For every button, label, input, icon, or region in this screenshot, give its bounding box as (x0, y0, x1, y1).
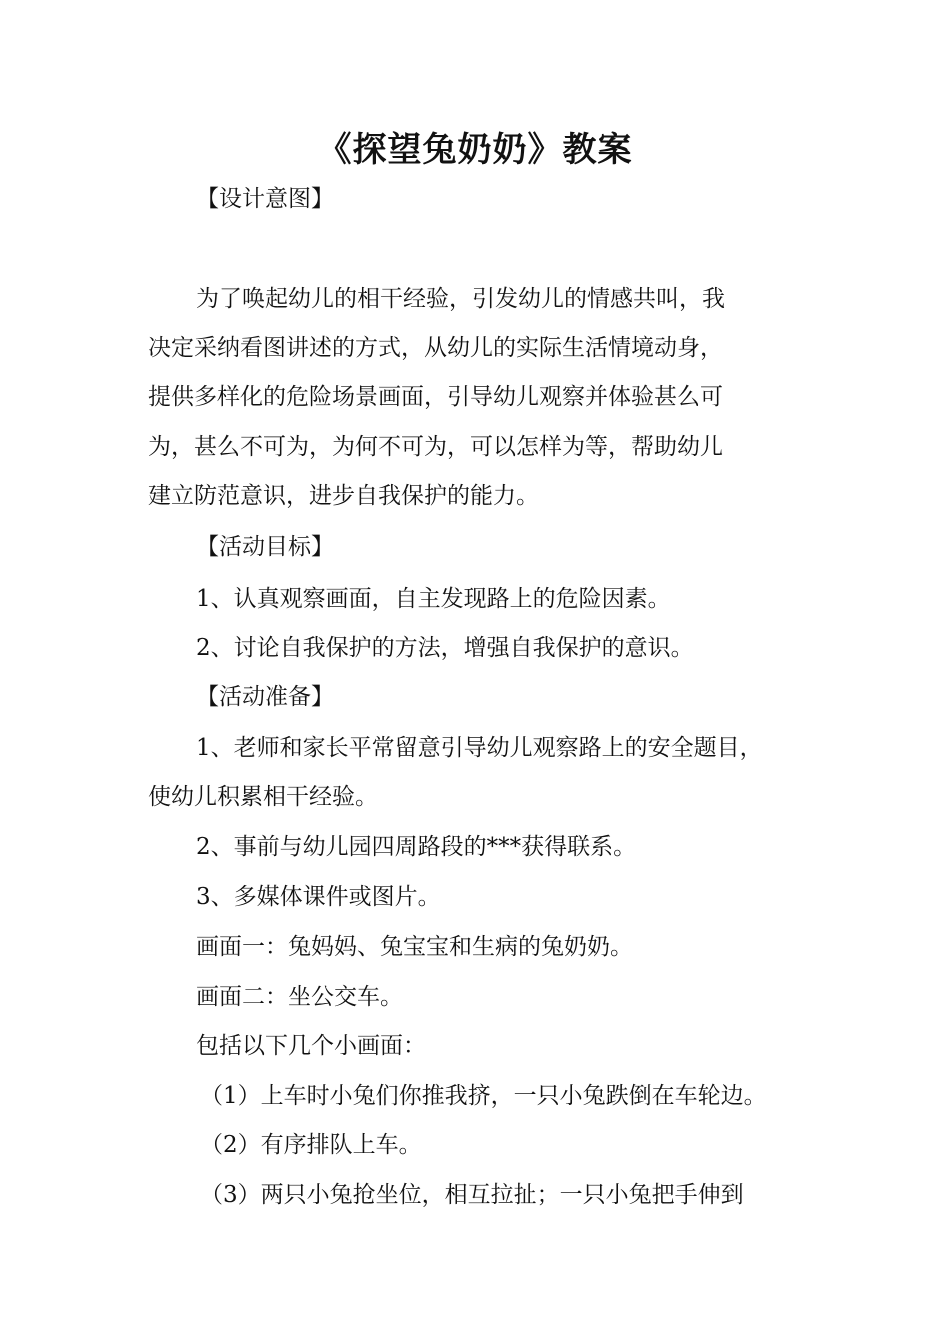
prep-item: 3、多媒体课件或图片。 (196, 884, 441, 910)
goal-item: 2、讨论自我保护的方法，增强自我保护的意识。 (196, 635, 694, 661)
sub-item: （2）有序排队上车。 (200, 1132, 422, 1158)
paragraph-line: 为了唤起幼儿的相干经验，引发幼儿的情感共叫，我 (196, 286, 725, 312)
scene-item: 画面二：坐公交车。 (196, 984, 403, 1010)
paragraph-line: 提供多样化的危险场景画面，引导幼儿观察并体验甚么可 (148, 384, 723, 410)
section-heading-design: 【设计意图】 (196, 186, 334, 212)
goal-item: 1、认真观察画面，自主发现路上的危险因素。 (196, 586, 671, 612)
sub-item: （3）两只小兔抢坐位，相互拉扯；一只小兔把手伸到 (200, 1182, 744, 1208)
sub-item: （1）上车时小兔们你推我挤，一只小兔跌倒在车轮边。 (200, 1083, 767, 1109)
paragraph-line: 决定采纳看图讲述的方式，从幼儿的实际生活情境动身， (148, 335, 723, 361)
paragraph-line: 建立防范意识，进步自我保护的能力。 (148, 483, 539, 509)
prep-item-continued: 使幼儿积累相干经验。 (148, 784, 378, 810)
prep-item: 2、事前与幼儿园四周路段的***获得联系。 (196, 834, 637, 860)
prep-item: 1、老师和家长平常留意引导幼儿观察路上的安全题目， (196, 735, 763, 761)
scene-intro: 包括以下几个小画面： (196, 1033, 426, 1059)
section-heading-goals: 【活动目标】 (196, 534, 334, 560)
paragraph-line: 为，甚么不可为，为何不可为，可以怎样为等，帮助幼儿 (148, 434, 723, 460)
scene-item: 画面一：兔妈妈、兔宝宝和生病的兔奶奶。 (196, 934, 633, 960)
section-heading-prep: 【活动准备】 (196, 684, 334, 710)
document-title: 《探望兔奶奶》教案 (317, 130, 633, 170)
